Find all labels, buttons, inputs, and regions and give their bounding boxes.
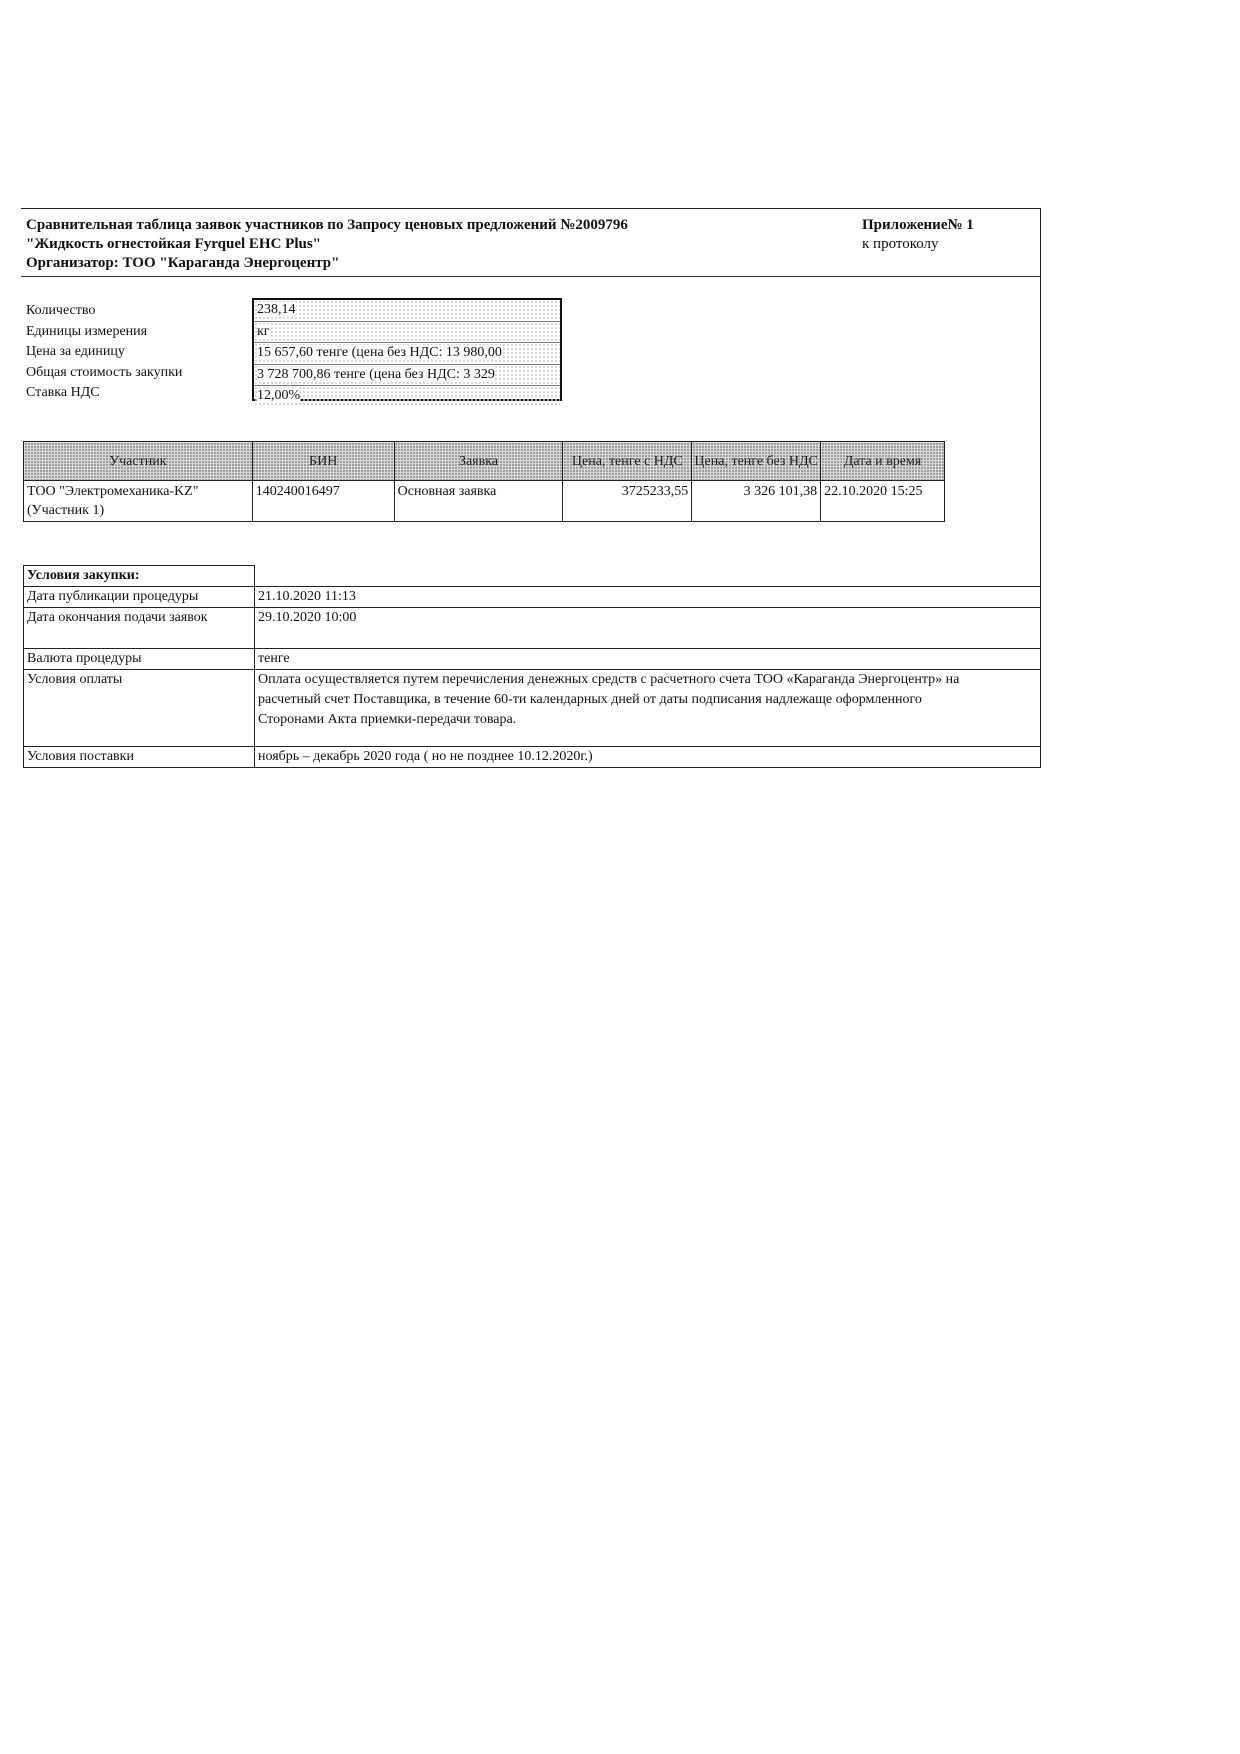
col-header-price-vat: Цена, тенге с НДС (563, 442, 692, 481)
cond-value-payment: Оплата осуществляется путем перечисления денежных средств с расчетного счета ТОО «Караганда Энергоцентр» на расчетный счет Поставщика, в течение 60-ти календарных дней от даты подписания надлежаще оформленного Сторонами Акта приемки-передачи товара. (255, 670, 1041, 747)
param-value-unit: кг (254, 322, 560, 344)
table-row (24, 481, 945, 522)
table-row (24, 608, 1041, 649)
param-label-quantity: Количество (26, 303, 96, 318)
cond-value-deadline: 29.10.2020 10:00 (255, 608, 1041, 649)
param-value-unit-price: 15 657,60 тенге (цена без НДС: 13 980,00 (254, 343, 560, 365)
cond-label-payment: Условия оплаты (24, 670, 255, 747)
conditions-table (23, 565, 1041, 768)
bids-header-row (24, 442, 945, 481)
cond-value-delivery: ноябрь – декабрь 2020 года ( но не позднее 10.12.2020г.) (255, 747, 1041, 768)
col-header-participant: Участник (24, 442, 253, 481)
conditions-header-row (24, 566, 1041, 587)
cell-datetime: 22.10.2020 15:25 (821, 481, 945, 522)
cell-bin: 140240016497 (252, 481, 394, 522)
table-row (24, 670, 1041, 747)
appendix-label (862, 216, 974, 254)
conditions-header-blank (255, 566, 1041, 587)
bids-table (23, 441, 945, 522)
param-value-quantity: 238,14 (254, 300, 560, 322)
organizer-line: Организатор: ТОО "Караганда Энергоцентр" (26, 255, 340, 271)
table-row (24, 747, 1041, 768)
param-label-total-cost: Общая стоимость закупки (26, 364, 183, 380)
table-row (24, 587, 1041, 608)
param-label-vat-rate: Ставка НДС (26, 385, 100, 400)
params-values-box (252, 298, 562, 401)
table-row (24, 649, 1041, 670)
param-value-total-cost: 3 728 700,86 тенге (цена без НДС: 3 329 (254, 365, 560, 387)
cell-participant: ТОО "Электромеханика-KZ" (Участник 1) (24, 481, 253, 522)
cell-price-novat: 3 326 101,38 (692, 481, 821, 522)
appendix-subtitle: к протоколу (862, 236, 939, 252)
cell-bid: Основная заявка (394, 481, 563, 522)
param-label-unit-price: Цена за единицу (26, 344, 125, 359)
cond-label-delivery: Условия поставки (24, 747, 255, 768)
cond-label-currency: Валюта процедуры (24, 649, 255, 670)
conditions-title: Условия закупки: (24, 566, 255, 587)
header-divider (21, 276, 1040, 277)
param-label-unit: Единицы измерения (26, 323, 148, 339)
col-header-bid: Заявка (394, 442, 563, 481)
col-header-bin: БИН (252, 442, 394, 481)
col-header-price-novat: Цена, тенге без НДС (692, 442, 821, 481)
cond-value-currency: тенге (255, 649, 1041, 670)
params-labels (26, 301, 182, 404)
title-line-1: Сравнительная таблица заявок участников по Запросу ценовых предложений №2009796 (26, 217, 628, 233)
param-value-vat-rate: 12,00% (254, 386, 560, 407)
cond-value-publication-date: 21.10.2020 11:13 (255, 587, 1041, 608)
cell-price-vat: 3725233,55 (563, 481, 692, 522)
cond-label-publication-date: Дата публикации процедуры (24, 587, 255, 608)
title-line-2: "Жидкость огнестойкая Fyrquel EHC Plus" (26, 236, 321, 252)
appendix-number: Приложение№ 1 (862, 217, 974, 233)
document-title (26, 216, 628, 273)
col-header-datetime: Дата и время (821, 442, 945, 481)
cond-label-deadline: Дата окончания подачи заявок (24, 608, 255, 649)
